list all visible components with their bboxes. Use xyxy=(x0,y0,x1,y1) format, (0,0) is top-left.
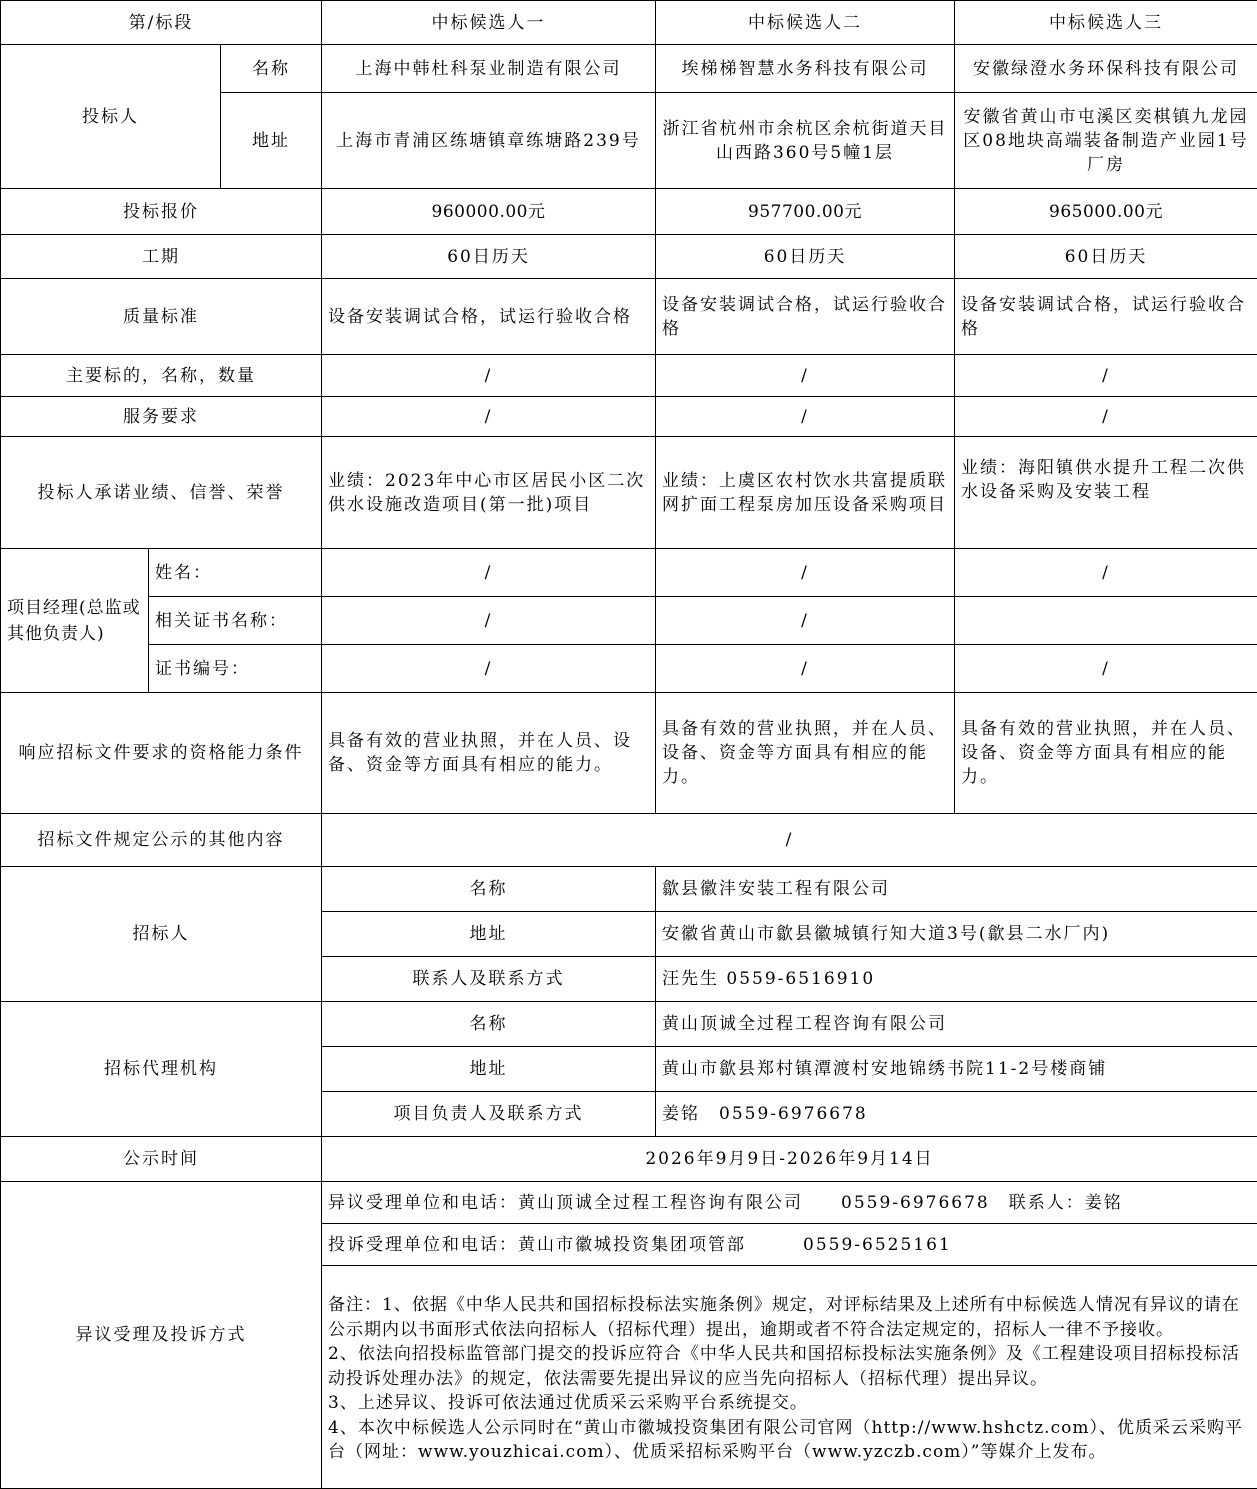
bidder-name-row xyxy=(1,45,1257,93)
qualification-3: 具备有效的营业执照，并在人员、设备、资金等方面具有相应的能力。 xyxy=(955,693,1257,814)
price-1: 960000.00元 xyxy=(322,189,656,235)
quality-row xyxy=(1,279,1257,355)
performance-label: 投标人承诺业绩、信誉、荣誉 xyxy=(1,437,322,549)
objection-label: 异议受理及投诉方式 xyxy=(1,1182,322,1489)
bidder-name-1: 上海中韩杜科泵业制造有限公司 xyxy=(322,45,656,93)
price-2: 957700.00元 xyxy=(656,189,955,235)
other-row xyxy=(1,814,1257,867)
period-3: 60日历天 xyxy=(955,235,1257,279)
service-2: / xyxy=(656,397,955,437)
manager-number-3: / xyxy=(955,645,1257,693)
agency-address-label: 地址 xyxy=(322,1047,656,1092)
manager-name-label: 姓名： xyxy=(149,549,322,597)
manager-name-2: / xyxy=(656,549,955,597)
period-label: 工期 xyxy=(1,235,322,279)
publicity-value: 2026年9月9日-2026年9月14日 xyxy=(322,1137,1257,1182)
service-row xyxy=(1,397,1257,437)
note-4: 4、本次中标候选人公示同时在“黄山市徽城投资集团有限公司官网（http://www.hshctz.com）、优质采云采购平台（网址：www.youzhicai.com）、优质采招标采购平台（www.yzczb.com）”等媒介上发布。 xyxy=(328,1417,1243,1463)
other-label: 招标文件规定公示的其他内容 xyxy=(1,814,322,867)
agency-name-row xyxy=(1,1002,1257,1047)
tenderer-name-row xyxy=(1,867,1257,912)
candidate-3-header: 中标候选人三 xyxy=(955,1,1257,45)
complaint-line: 投诉受理单位和电话：黄山市徽城投资集团项管部 0559-6525161 xyxy=(322,1224,1257,1266)
manager-label: 项目经理(总监或其他负责人) xyxy=(1,549,149,693)
main-items-2: / xyxy=(656,355,955,397)
tenderer-address-label: 地址 xyxy=(322,912,656,957)
period-2: 60日历天 xyxy=(656,235,955,279)
quality-3: 设备安装调试合格，试运行验收合格 xyxy=(955,279,1257,355)
qualification-1: 具备有效的营业执照，并在人员、设备、资金等方面具有相应的能力。 xyxy=(322,693,656,814)
section-header: 第/标段 xyxy=(1,1,322,45)
service-label: 服务要求 xyxy=(1,397,322,437)
manager-number-1: / xyxy=(322,645,656,693)
bidder-address-2: 浙江省杭州市余杭区余杭街道天目山西路360号5幢1层 xyxy=(656,93,955,189)
tenderer-name: 歙县徽沣安装工程有限公司 xyxy=(656,867,1257,912)
quality-label: 质量标准 xyxy=(1,279,322,355)
bidder-name-2: 埃梯梯智慧水务科技有限公司 xyxy=(656,45,955,93)
main-items-row xyxy=(1,355,1257,397)
main-items-1: / xyxy=(322,355,656,397)
quality-2: 设备安装调试合格，试运行验收合格 xyxy=(656,279,955,355)
main-items-label: 主要标的，名称，数量 xyxy=(1,355,322,397)
manager-cert-label: 相关证书名称： xyxy=(149,597,322,645)
note-3: 3、上述异议、投诉可依法通过优质采云采购平台系统提交。 xyxy=(328,1393,808,1414)
price-3: 965000.00元 xyxy=(955,189,1257,235)
performance-row xyxy=(1,437,1257,549)
main-items-3: / xyxy=(955,355,1257,397)
other-value: / xyxy=(322,814,1257,867)
tenderer-address: 安徽省黄山市歙县徽城镇行知大道3号(歙县二水厂内) xyxy=(656,912,1257,957)
bidder-address-3: 安徽省黄山市屯溪区奕棋镇九龙园区08地块高端装备制造产业园1号厂房 xyxy=(955,93,1257,189)
agency-contact-label: 项目负责人及联系方式 xyxy=(322,1092,656,1137)
bidder-label: 投标人 xyxy=(1,45,221,189)
manager-name-1: / xyxy=(322,549,656,597)
manager-number-2: / xyxy=(656,645,955,693)
candidate-2-header: 中标候选人二 xyxy=(656,1,955,45)
performance-3: 业绩：海阳镇供水提升工程二次供水设备采购及安装工程 xyxy=(955,437,1257,549)
service-3: / xyxy=(955,397,1257,437)
bidder-name-3: 安徽绿澄水务环保科技有限公司 xyxy=(955,45,1257,93)
qualification-row xyxy=(1,693,1257,814)
bidder-address-1: 上海市青浦区练塘镇章练塘路239号 xyxy=(322,93,656,189)
agency-contact: 姜铭 0559-6976678 xyxy=(656,1092,1257,1137)
tenderer-contact-label: 联系人及联系方式 xyxy=(322,957,656,1002)
bidder-address-label: 地址 xyxy=(221,93,322,189)
performance-2: 业绩：上虞区农村饮水共富提质联网扩面工程泵房加压设备采购项目 xyxy=(656,437,955,549)
performance-1: 业绩：2023年中心市区居民小区二次供水设施改造项目(第一批)项目 xyxy=(322,437,656,549)
agency-address: 黄山市歙县郑村镇潭渡村安地锦绣书院11-2号楼商铺 xyxy=(656,1047,1257,1092)
manager-name-row xyxy=(1,549,1257,597)
note-1: 备注：1、依据《中华人民共和国招标投标法实施条例》规定，对评标结果及上述所有中标候选人情况有异议的请在公示期内以书面形式依法向招标人（招标代理）提出，逾期或者不符合法定规定的，招标人一律不予接收。 xyxy=(328,1295,1240,1340)
agency-label: 招标代理机构 xyxy=(1,1002,322,1137)
qualification-label: 响应招标文件要求的资格能力条件 xyxy=(1,693,322,814)
service-1: / xyxy=(322,397,656,437)
manager-number-label: 证书编号： xyxy=(149,645,322,693)
manager-cert-3 xyxy=(955,597,1257,645)
candidate-1-header: 中标候选人一 xyxy=(322,1,656,45)
period-row xyxy=(1,235,1257,279)
manager-cert-row xyxy=(1,597,1257,645)
tenderer-label: 招标人 xyxy=(1,867,322,1002)
period-1: 60日历天 xyxy=(322,235,656,279)
publicity-row xyxy=(1,1137,1257,1182)
price-row xyxy=(1,189,1257,235)
agency-name: 黄山顶诚全过程工程咨询有限公司 xyxy=(656,1002,1257,1047)
header-row xyxy=(1,1,1257,45)
agency-name-label: 名称 xyxy=(322,1002,656,1047)
bidder-name-label: 名称 xyxy=(221,45,322,93)
qualification-2: 具备有效的营业执照，并在人员、设备、资金等方面具有相应的能力。 xyxy=(656,693,955,814)
manager-number-row xyxy=(1,645,1257,693)
tenderer-contact: 汪先生 0559-6516910 xyxy=(656,957,1257,1002)
manager-name-3: / xyxy=(955,549,1257,597)
objection-line-row xyxy=(1,1182,1257,1224)
note-2: 2、依法向招投标监管部门提交的投诉应符合《中华人民共和国招标投标法实施条例》及《工程建设项目招标投标活动投诉处理办法》的规定，依法需要先提出异议的应当先向招标人（招标代理）提出异议。 xyxy=(328,1344,1240,1389)
quality-1: 设备安装调试合格，试运行验收合格 xyxy=(322,279,656,355)
objection-line: 异议受理单位和电话：黄山顶诚全过程工程咨询有限公司 0559-6976678 联系人：姜铭 xyxy=(322,1182,1257,1224)
publicity-label: 公示时间 xyxy=(1,1137,322,1182)
manager-cert-2: / xyxy=(656,597,955,645)
tenderer-name-label: 名称 xyxy=(322,867,656,912)
manager-cert-1: / xyxy=(322,597,656,645)
price-label: 投标报价 xyxy=(1,189,322,235)
notes-cell xyxy=(322,1266,1257,1489)
